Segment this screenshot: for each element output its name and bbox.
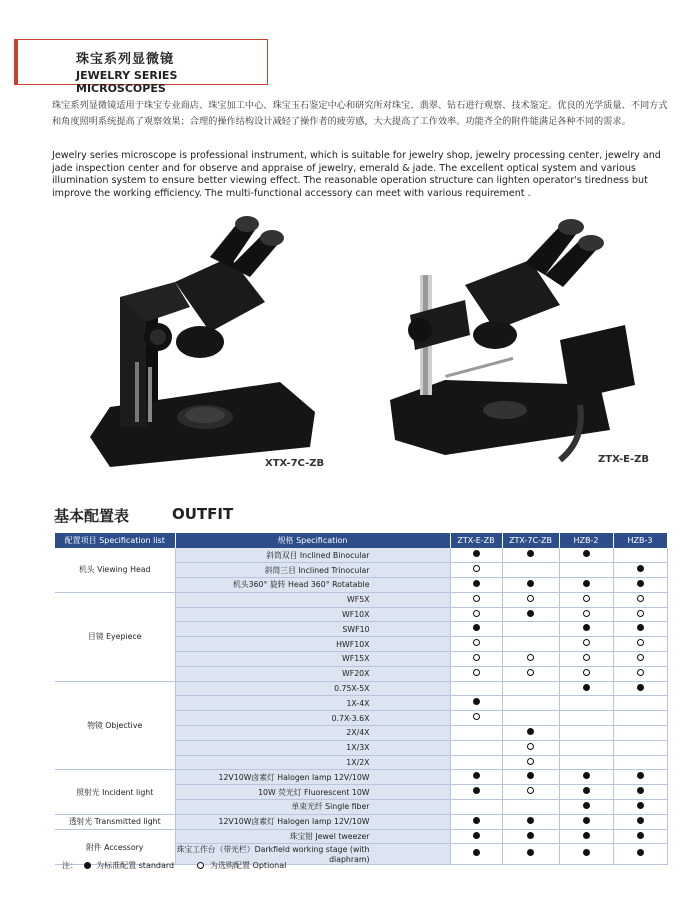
spec-cell: 珠宝工作台（带光栏）Darkfield working stage (with diaphram): [175, 844, 450, 865]
legend-note: [62, 860, 286, 871]
mark-cell: [450, 800, 502, 815]
filled-dot-icon: [583, 802, 590, 809]
hollow-circle-icon: [473, 669, 480, 676]
category-cell: 附件 Accessory: [55, 829, 175, 865]
spec-cell: SWF10: [175, 622, 450, 637]
spec-cell: 1X/2X: [175, 755, 450, 770]
mark-cell: [559, 726, 613, 741]
mark-cell: [502, 844, 559, 865]
filled-dot-icon: [637, 624, 644, 631]
title-box: [14, 39, 268, 95]
mark-cell: [450, 711, 502, 726]
mark-cell: [613, 829, 667, 844]
mark-cell: [450, 740, 502, 755]
mark-cell: [450, 681, 502, 696]
filled-dot-icon: [583, 832, 590, 839]
spec-cell: WF20X: [175, 666, 450, 681]
filled-dot-icon: [527, 728, 534, 735]
mark-cell: [502, 622, 559, 637]
header-model-3: HZB-2: [559, 533, 613, 548]
mark-cell: [559, 652, 613, 667]
mark-cell: [450, 666, 502, 681]
mark-cell: [450, 637, 502, 652]
hollow-circle-icon: [473, 654, 480, 661]
spec-cell: 珠宝钳 Jewel tweezer: [175, 829, 450, 844]
category-cell: 照射光 Incident light: [55, 770, 175, 814]
hollow-circle-icon: [637, 595, 644, 602]
mark-cell: [502, 548, 559, 563]
hollow-circle-icon: [473, 595, 480, 602]
model-label-1: XTX-7C-ZB: [265, 458, 325, 469]
mark-cell: [502, 726, 559, 741]
filled-dot-icon: [583, 817, 590, 824]
spec-cell: 机头360° 旋转 Head 360° Rotatable: [175, 578, 450, 593]
header-model-4: HZB-3: [613, 533, 667, 548]
filled-dot-icon: [637, 832, 644, 839]
mark-cell: [450, 592, 502, 607]
spec-cell: 斜筒三目 Inclined Trinocular: [175, 563, 450, 578]
mark-cell: [502, 785, 559, 800]
mark-cell: [559, 578, 613, 593]
note-optional: 为选购配置 Optional: [210, 861, 287, 870]
mark-cell: [450, 622, 502, 637]
mark-cell: [502, 563, 559, 578]
mark-cell: [502, 814, 559, 829]
note-standard: 为标准配置 standard: [96, 861, 175, 870]
filled-dot-icon: [583, 787, 590, 794]
header-model-1: ZTX-E-ZB: [450, 533, 502, 548]
hollow-circle-icon: [637, 669, 644, 676]
filled-dot-icon: [473, 832, 480, 839]
mark-cell: [559, 829, 613, 844]
mark-cell: [450, 548, 502, 563]
filled-dot-icon: [637, 802, 644, 809]
filled-dot-icon: [637, 787, 644, 794]
mark-cell: [450, 770, 502, 785]
hollow-circle-icon: [473, 565, 480, 572]
mark-cell: [559, 711, 613, 726]
mark-cell: [450, 652, 502, 667]
mark-cell: [613, 607, 667, 622]
filled-dot-icon: [583, 684, 590, 691]
spec-cell: 1X-4X: [175, 696, 450, 711]
filled-dot-icon: [527, 550, 534, 557]
category-cell: 目镜 Eyepiece: [55, 592, 175, 681]
filled-dot-icon: [473, 580, 480, 587]
table-row: [55, 814, 667, 829]
mark-cell: [559, 666, 613, 681]
mark-cell: [502, 652, 559, 667]
mark-cell: [559, 770, 613, 785]
hollow-circle-icon: [583, 669, 590, 676]
mark-cell: [559, 548, 613, 563]
mark-cell: [450, 578, 502, 593]
spec-cell: 斜筒双目 Inclined Binocular: [175, 548, 450, 563]
mark-cell: [613, 578, 667, 593]
spec-table: [55, 533, 668, 865]
category-cell: 物镜 Objective: [55, 681, 175, 770]
hollow-circle-icon: [527, 758, 534, 765]
mark-cell: [502, 696, 559, 711]
filled-dot-icon: [637, 580, 644, 587]
filled-dot-icon: [527, 580, 534, 587]
hollow-circle-icon: [197, 862, 204, 869]
mark-cell: [559, 592, 613, 607]
hollow-circle-icon: [583, 654, 590, 661]
mark-cell: [450, 563, 502, 578]
filled-dot-icon: [473, 698, 480, 705]
mark-cell: [613, 637, 667, 652]
filled-dot-icon: [583, 624, 590, 631]
table-row: [55, 681, 667, 696]
mark-cell: [450, 755, 502, 770]
hollow-circle-icon: [473, 713, 480, 720]
mark-cell: [613, 622, 667, 637]
mark-cell: [450, 785, 502, 800]
header-spec: 规格 Specification: [175, 533, 450, 548]
intro-en: Jewelry series microscope is professional instrument, which is suitable for jewelry shop, jewelry processing center, jewelry and jade inspection center and for observe and appraise of jewelry, emerald & jade. The excellent optical system and various illumination system to ensure better viewing effect. The reasonable operation structure can lighten operator's tiredness but improve the working efficiency. The multi-functional accessory can meet with various requirement .: [52, 150, 661, 199]
mark-cell: [613, 652, 667, 667]
hollow-circle-icon: [637, 654, 644, 661]
spec-cell: HWF10X: [175, 637, 450, 652]
table-row: [55, 829, 667, 844]
model-label-2: ZTX-E-ZB: [598, 454, 649, 465]
spec-cell: 12V10W卤素灯 Halogen lamp 12V/10W: [175, 814, 450, 829]
spec-cell: 2X/4X: [175, 726, 450, 741]
mark-cell: [502, 637, 559, 652]
mark-cell: [559, 637, 613, 652]
category-cell: 机头 Viewing Head: [55, 548, 175, 592]
hollow-circle-icon: [527, 669, 534, 676]
table-row: [55, 770, 667, 785]
mark-cell: [502, 755, 559, 770]
spec-cell: 10W 荧光灯 Fluorescent 10W: [175, 785, 450, 800]
filled-dot-icon: [637, 565, 644, 572]
mark-cell: [450, 829, 502, 844]
hollow-circle-icon: [527, 595, 534, 602]
category-cell: 透射光 Transmitted light: [55, 814, 175, 829]
mark-cell: [559, 740, 613, 755]
mark-cell: [613, 785, 667, 800]
outfit-title-en: OUTFIT: [172, 505, 234, 523]
filled-dot-icon: [637, 684, 644, 691]
hollow-circle-icon: [527, 743, 534, 750]
filled-dot-icon: [637, 817, 644, 824]
spec-cell: 12V10W卤素灯 Halogen lamp 12V/10W: [175, 770, 450, 785]
filled-dot-icon: [527, 610, 534, 617]
table-header-row: [55, 533, 667, 548]
hollow-circle-icon: [637, 610, 644, 617]
hollow-circle-icon: [527, 787, 534, 794]
mark-cell: [559, 844, 613, 865]
filled-dot-icon: [527, 849, 534, 856]
mark-cell: [613, 800, 667, 815]
outfit-title-cn: 基本配置表: [54, 507, 130, 525]
mark-cell: [613, 548, 667, 563]
mark-cell: [559, 563, 613, 578]
filled-dot-icon: [527, 832, 534, 839]
header-model-2: ZTX-7C-ZB: [502, 533, 559, 548]
filled-dot-icon: [473, 849, 480, 856]
hollow-circle-icon: [527, 654, 534, 661]
mark-cell: [502, 800, 559, 815]
microscope-photo-1: [80, 212, 320, 472]
hollow-circle-icon: [473, 639, 480, 646]
note-prefix: 注：: [62, 861, 78, 870]
mark-cell: [502, 578, 559, 593]
filled-dot-icon: [473, 772, 480, 779]
filled-dot-icon: [473, 817, 480, 824]
hollow-circle-icon: [583, 639, 590, 646]
mark-cell: [613, 755, 667, 770]
mark-cell: [613, 711, 667, 726]
mark-cell: [613, 740, 667, 755]
filled-dot-icon: [473, 787, 480, 794]
filled-dot-icon: [527, 817, 534, 824]
mark-cell: [613, 563, 667, 578]
mark-cell: [502, 711, 559, 726]
mark-cell: [502, 740, 559, 755]
filled-dot-icon: [583, 580, 590, 587]
spec-cell: 1X/3X: [175, 740, 450, 755]
spec-cell: WF15X: [175, 652, 450, 667]
mark-cell: [450, 726, 502, 741]
mark-cell: [613, 681, 667, 696]
hollow-circle-icon: [583, 595, 590, 602]
mark-cell: [450, 844, 502, 865]
mark-cell: [613, 770, 667, 785]
filled-dot-icon: [84, 862, 91, 869]
spec-cell: 0.7X-3.6X: [175, 711, 450, 726]
mark-cell: [502, 829, 559, 844]
filled-dot-icon: [473, 624, 480, 631]
spec-cell: 单束光纤 Single fiber: [175, 800, 450, 815]
header-spec-list: 配置项目 Specification list: [55, 533, 175, 548]
mark-cell: [613, 726, 667, 741]
mark-cell: [502, 666, 559, 681]
mark-cell: [613, 814, 667, 829]
mark-cell: [502, 681, 559, 696]
hollow-circle-icon: [583, 610, 590, 617]
hollow-circle-icon: [473, 610, 480, 617]
microscope-photo-2: [385, 205, 645, 480]
filled-dot-icon: [637, 772, 644, 779]
mark-cell: [502, 607, 559, 622]
mark-cell: [613, 592, 667, 607]
table-row: [55, 592, 667, 607]
intro-cn: 珠宝系列显微镜适用于珠宝专业商店、珠宝加工中心、珠宝玉石鉴定中心和研究所对珠宝、翡翠、钻石进行观察、技术鉴定。优良的光学质量、不同方式和角度照明系统提高了观察效果；合理的操作结构设计减轻了操作者的疲劳感，大大提高了工作效率。功能齐全的附件能满足各种不同的需求。: [52, 100, 668, 127]
spec-cell: WF10X: [175, 607, 450, 622]
mark-cell: [613, 666, 667, 681]
filled-dot-icon: [583, 772, 590, 779]
mark-cell: [450, 696, 502, 711]
mark-cell: [559, 607, 613, 622]
mark-cell: [559, 681, 613, 696]
table-row: [55, 548, 667, 563]
mark-cell: [559, 785, 613, 800]
mark-cell: [559, 800, 613, 815]
mark-cell: [559, 755, 613, 770]
mark-cell: [613, 696, 667, 711]
mark-cell: [502, 592, 559, 607]
filled-dot-icon: [583, 849, 590, 856]
filled-dot-icon: [583, 550, 590, 557]
hollow-circle-icon: [637, 639, 644, 646]
mark-cell: [613, 844, 667, 865]
spec-cell: WF5X: [175, 592, 450, 607]
filled-dot-icon: [637, 849, 644, 856]
mark-cell: [559, 696, 613, 711]
mark-cell: [450, 814, 502, 829]
mark-cell: [559, 814, 613, 829]
mark-cell: [559, 622, 613, 637]
filled-dot-icon: [473, 550, 480, 557]
mark-cell: [450, 607, 502, 622]
mark-cell: [502, 770, 559, 785]
title-en: JEWELRY SERIES MICROSCOPES: [76, 69, 178, 95]
title-cn: 珠宝系列显微镜: [76, 52, 175, 67]
spec-cell: 0.75X-5X: [175, 681, 450, 696]
filled-dot-icon: [527, 772, 534, 779]
